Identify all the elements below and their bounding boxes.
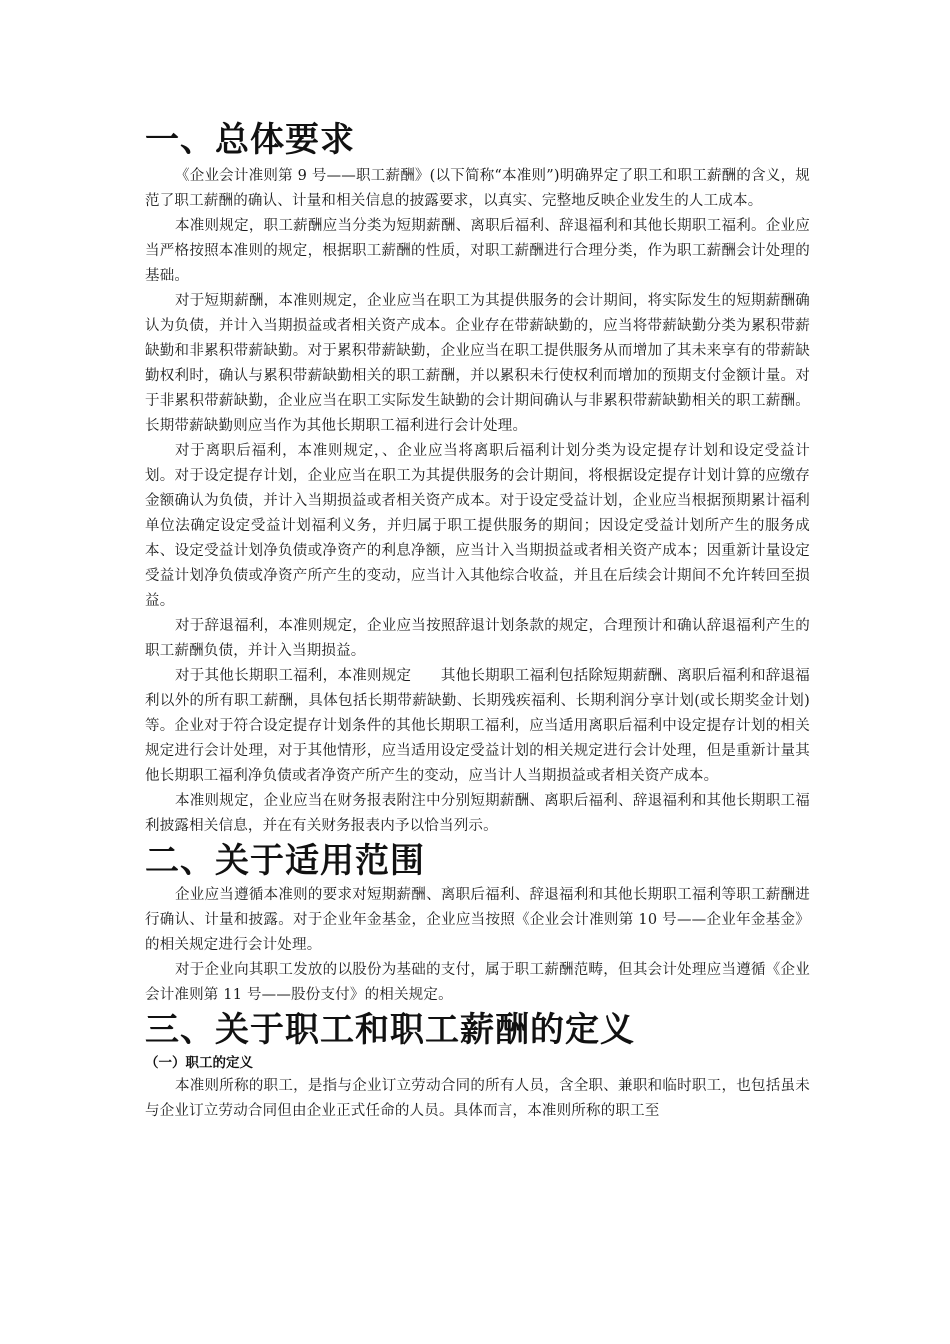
paragraph: 对于辞退福利，本准则规定，企业应当按照辞退计划条款的规定，合理预计和确认辞退福利产生的职工薪酬负债，并计入当期损益。: [145, 618, 810, 659]
subsection-heading-employee-definition: （一）职工的定义: [145, 1055, 253, 1071]
paragraph: 对于其他长期职工福利，本准则规定 其他长期职工福利包括除短期薪酬、离职后福利和辞退福利以外的所有职工薪酬，具体包括长期带薪缺勤、长期残疾福利、长期利润分享计划(或长期奖金计划)等。企业对于符合设定提存计划条件的其他长期职工福利，应当适用离职后福利中设定提存计划的相关规定进行会计处理，对于其他情形，应当适用设定受益计划的相关规定进行会计处理，但是重新计量其他长期职工福利净负债或者净资产所产生的变动，应当计人当期损益或者相关资产成本。: [145, 668, 810, 784]
section-heading-scope: 二、关于适用范围: [145, 841, 425, 881]
paragraph: 本准则所称的职工，是指与企业订立劳动合同的所有人员，含全职、兼职和临时职工，也包括虽未与企业订立劳动合同但由企业正式任命的人员。具体而言，本准则所称的职工至: [145, 1078, 810, 1119]
paragraph: 《企业会计准则第 9 号——职工薪酬》(以下简称“本准则”)明确界定了职工和职工薪酬的含义，规范了职工薪酬的确认、计量和相关信息的披露要求，以真实、完整地反映企业发生的人工成本。: [145, 168, 810, 209]
paragraph: 对于企业向其职工发放的以股份为基础的支付，属于职工薪酬范畴，但其会计处理应当遵循《企业会计准则第 11 号——股份支付》的相关规定。: [145, 962, 810, 1003]
paragraph: 本准则规定，企业应当在财务报表附注中分别短期薪酬、离职后福利、辞退福利和其他长期职工福利披露相关信息，并在有关财务报表内予以恰当列示。: [145, 793, 810, 834]
section-heading-definitions: 三、关于职工和职工薪酬的定义: [145, 1010, 635, 1050]
document-page: [145, 118, 810, 1124]
section-heading-general: 一、总体要求: [145, 120, 355, 160]
paragraph: 本准则规定，职工薪酬应当分类为短期薪酬、离职后福利、辞退福利和其他长期职工福利。企业应当严格按照本准则的规定，根据职工薪酬的性质，对职工薪酬进行合理分类，作为职工薪酬会计处理的基础。: [145, 218, 810, 284]
paragraph: 企业应当遵循本准则的要求对短期薪酬、离职后福利、辞退福利和其他长期职工福利等职工薪酬进行确认、计量和披露。对于企业年金基金，企业应当按照《企业会计准则第 10 号——企业年金基金》的相关规定进行会计处理。: [145, 887, 810, 953]
paragraph: 对于短期薪酬，本准则规定，企业应当在职工为其提供服务的会计期间，将实际发生的短期薪酬确认为负债，并计入当期损益或者相关资产成本。企业存在带薪缺勤的，应当将带薪缺勤分类为累积带薪缺勤和非累积带薪缺勤。对于累积带薪缺勤，企业应当在职工提供服务从而增加了其未来享有的带薪缺勤权利时，确认与累积带薪缺勤相关的职工薪酬，并以累积未行使权利而增加的预期支付金额计量。对于非累积带薪缺勤，企业应当在职工实际发生缺勤的会计期间确认与非累积带薪缺勤相关的职工薪酬。长期带薪缺勤则应当作为其他长期职工福利进行会计处理。: [145, 293, 810, 434]
paragraph: 对于离职后福利，本准则规定，、企业应当将离职后福利计划分类为设定提存计划和设定受益计划。对于设定提存计划，企业应当在职工为其提供服务的会计期间，将根据设定提存计划计算的应缴存金额确认为负债，并计入当期损益或者相关资产成本。对于设定受益计划，企业应当根据预期累计福利单位法确定设定受益计划福利义务，并归属于职工提供服务的期间；因设定受益计划所产生的服务成本、设定受益计划净负债或净资产的利息净额，应当计入当期损益或者相关资产成本；因重新计量设定受益计划净负债或净资产所产生的变动，应当计入其他综合收益，并且在后续会计期间不允许转回至损益。: [145, 443, 810, 609]
